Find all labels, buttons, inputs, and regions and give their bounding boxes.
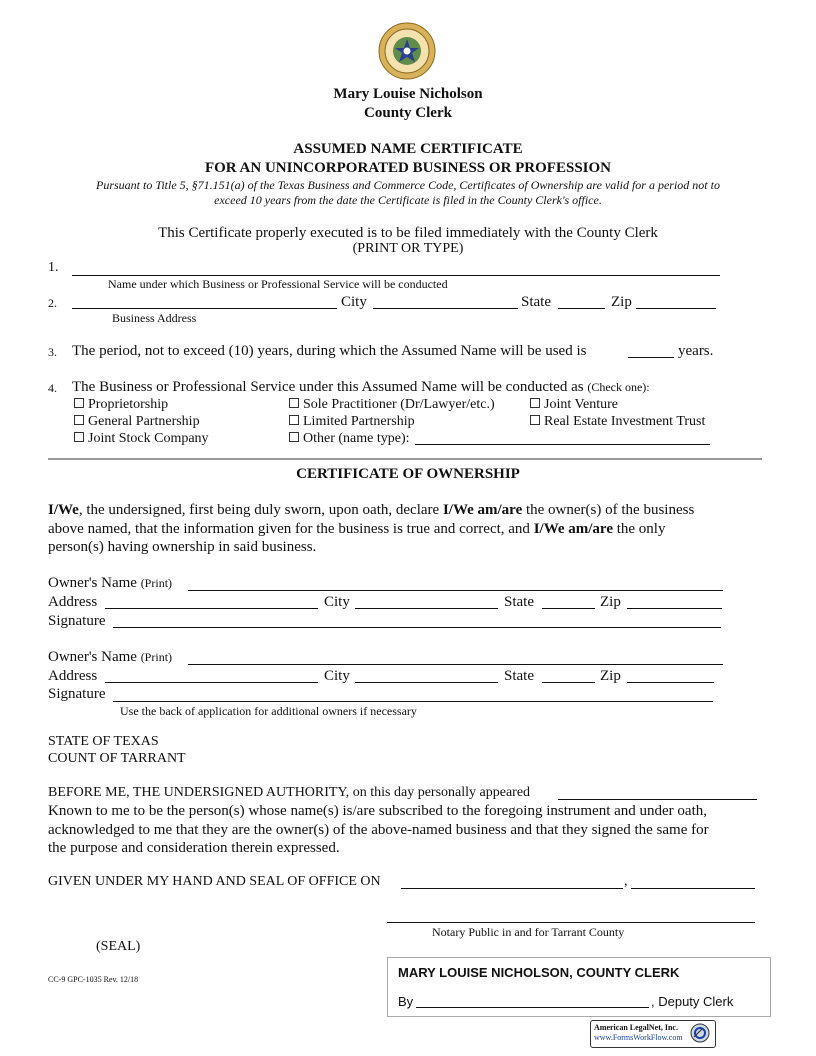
validity-note-line-1: Pursuant to Title 5, §71.151(a) of the Texas Business and Commerce Code, Certificates of Ownership are valid for a period not to	[96, 178, 720, 192]
before-me-line: BEFORE ME, THE UNDERSIGNED AUTHORITY, on this day personally appeared	[48, 785, 531, 800]
owner-1-name-field[interactable]	[188, 577, 723, 591]
deputy-clerk-signature-field[interactable]	[416, 994, 649, 1008]
state-of-texas: STATE OF TEXAS	[48, 734, 159, 749]
option-real-estate-trust[interactable]: Real Estate Investment Trust	[530, 414, 705, 430]
item-number-3: 3.	[48, 345, 57, 359]
owner-2-city-label: City	[324, 668, 350, 684]
given-under-label: GIVEN UNDER MY HAND AND SEAL OF OFFICE ON	[48, 874, 381, 889]
owner-1-address-field[interactable]	[105, 595, 318, 609]
checkbox-icon[interactable]	[74, 432, 84, 442]
owner-1-zip-label: Zip	[600, 594, 621, 610]
filing-instruction: This Certificate properly executed is to be filed immediately with the County Clerk	[158, 225, 658, 241]
checkbox-icon[interactable]	[289, 398, 299, 408]
county-of-tarrant: COUNT OF TARRANT	[48, 751, 186, 766]
appeared-person-field[interactable]	[558, 786, 757, 800]
item-number-1: 1.	[48, 260, 59, 275]
ownership-declaration-line-2: above named, that the information given for the business is true and correct, and I/We am/are the only	[48, 521, 666, 537]
checkbox-icon[interactable]	[74, 415, 84, 425]
owner-2-address-field[interactable]	[105, 669, 318, 683]
owner-2-signature-label: Signature	[48, 686, 106, 702]
clerk-title: County Clerk	[364, 105, 452, 121]
print-or-type: (PRINT OR TYPE)	[352, 241, 464, 256]
owner-1-signature-field[interactable]	[113, 614, 721, 628]
county-clerk-box	[387, 957, 771, 1017]
option-joint-venture[interactable]: Joint Venture	[530, 397, 618, 413]
owner-2-state-field[interactable]	[542, 669, 595, 683]
owner-1-name-label: Owner's Name (Print)	[48, 575, 173, 591]
owner-1-state-field[interactable]	[542, 595, 595, 609]
business-address-caption: Business Address	[112, 311, 197, 325]
clerk-name: Mary Louise Nicholson	[333, 86, 483, 102]
option-general-partnership[interactable]: General Partnership	[74, 414, 200, 430]
period-years-label: years.	[678, 343, 714, 359]
owner-2-state-label: State	[504, 668, 534, 684]
section-divider	[48, 458, 762, 460]
business-city-field[interactable]	[373, 295, 518, 309]
vendor-name: American LegalNet, Inc.	[594, 1023, 678, 1032]
option-proprietorship[interactable]: Proprietorship	[74, 397, 168, 413]
owner-1-city-label: City	[324, 594, 350, 610]
checkbox-icon[interactable]	[289, 415, 299, 425]
seal-label: (SEAL)	[96, 939, 141, 954]
vendor-globe-icon	[690, 1023, 710, 1043]
owner-1-address-label: Address	[48, 594, 98, 610]
given-date-field[interactable]	[401, 875, 623, 889]
period-years-field[interactable]	[628, 344, 674, 358]
business-type-text: The Business or Professional Service under this Assumed Name will be conducted as	[72, 379, 584, 395]
vendor-logo	[590, 1020, 716, 1048]
business-state-field[interactable]	[558, 295, 605, 309]
owner-1-city-field[interactable]	[355, 595, 498, 609]
option-limited-partnership[interactable]: Limited Partnership	[289, 414, 415, 430]
notary-text-line-4: the purpose and consideration therein expressed.	[48, 840, 340, 856]
option-joint-stock-company[interactable]: Joint Stock Company	[74, 431, 209, 447]
business-zip-field[interactable]	[636, 295, 716, 309]
given-year-field[interactable]	[631, 875, 755, 889]
additional-owners-note: Use the back of application for additional owners if necessary	[120, 704, 417, 718]
checkbox-icon[interactable]	[289, 432, 299, 442]
notary-text-line-2: Known to me to be the person(s) whose name(s) is/are subscribed to the foregoing instrument and under oath,	[48, 803, 708, 819]
option-sole-practitioner[interactable]: Sole Practitioner (Dr/Lawyer/etc.)	[289, 397, 495, 413]
owner-1-state-label: State	[504, 594, 534, 610]
county-seal	[378, 22, 436, 80]
other-type-field[interactable]	[415, 431, 710, 445]
vendor-url: www.FormsWorkFlow.com	[594, 1033, 683, 1042]
checkbox-icon[interactable]	[74, 398, 84, 408]
ownership-declaration-line-3: person(s) having ownership in said business.	[48, 539, 317, 555]
check-one-label: (Check one):	[587, 380, 650, 394]
form-subtitle: FOR AN UNINCORPORATED BUSINESS OR PROFESSION	[204, 160, 612, 176]
owner-2-zip-field[interactable]	[627, 669, 714, 683]
form-code: CC-9 GPC-1035 Rev. 12/18	[48, 975, 139, 984]
owner-1-zip-field[interactable]	[627, 595, 722, 609]
county-clerk-box-title: MARY LOUISE NICHOLSON, COUNTY CLERK	[398, 965, 680, 980]
owner-2-address-label: Address	[48, 668, 98, 684]
business-name-field[interactable]	[72, 262, 720, 276]
validity-note-line-2: exceed 10 years from the date the Certificate is filed in the County Clerk's office.	[214, 193, 602, 207]
city-label: City	[341, 294, 367, 310]
state-label: State	[521, 294, 551, 310]
owner-1-signature-label: Signature	[48, 613, 106, 629]
owner-2-city-field[interactable]	[355, 669, 498, 683]
checkbox-icon[interactable]	[530, 415, 540, 425]
notary-signature-field[interactable]	[387, 909, 755, 923]
owner-2-name-field[interactable]	[188, 651, 723, 665]
deputy-by-label: By	[398, 994, 414, 1009]
notary-text-line-3: acknowledged to me that they are the owner(s) of the above-named business and that they signed the same for	[48, 822, 709, 838]
period-text: The period, not to exceed (10) years, during which the Assumed Name will be used is	[72, 343, 587, 359]
option-other[interactable]: Other (name type):	[289, 431, 410, 447]
ownership-title: CERTIFICATE OF OWNERSHIP	[296, 466, 520, 482]
business-name-caption: Name under which Business or Professional Service will be conducted	[108, 277, 448, 291]
form-title: ASSUMED NAME CERTIFICATE	[293, 141, 523, 157]
item-number-2: 2.	[48, 296, 57, 310]
notary-caption: Notary Public in and for Tarrant County	[432, 925, 625, 939]
deputy-clerk-label: , Deputy Clerk	[651, 994, 734, 1009]
checkbox-icon[interactable]	[530, 398, 540, 408]
ownership-declaration-line-1: I/We, the undersigned, first being duly sworn, upon oath, declare I/We am/are the owner(s) of the business	[48, 502, 695, 518]
owner-2-name-label: Owner's Name (Print)	[48, 649, 173, 665]
owner-2-signature-field[interactable]	[113, 688, 713, 702]
given-date-comma: ,	[624, 874, 628, 889]
item-number-4: 4.	[48, 381, 57, 395]
zip-label: Zip	[611, 294, 632, 310]
business-address-field[interactable]	[72, 295, 337, 309]
owner-2-zip-label: Zip	[600, 668, 621, 684]
